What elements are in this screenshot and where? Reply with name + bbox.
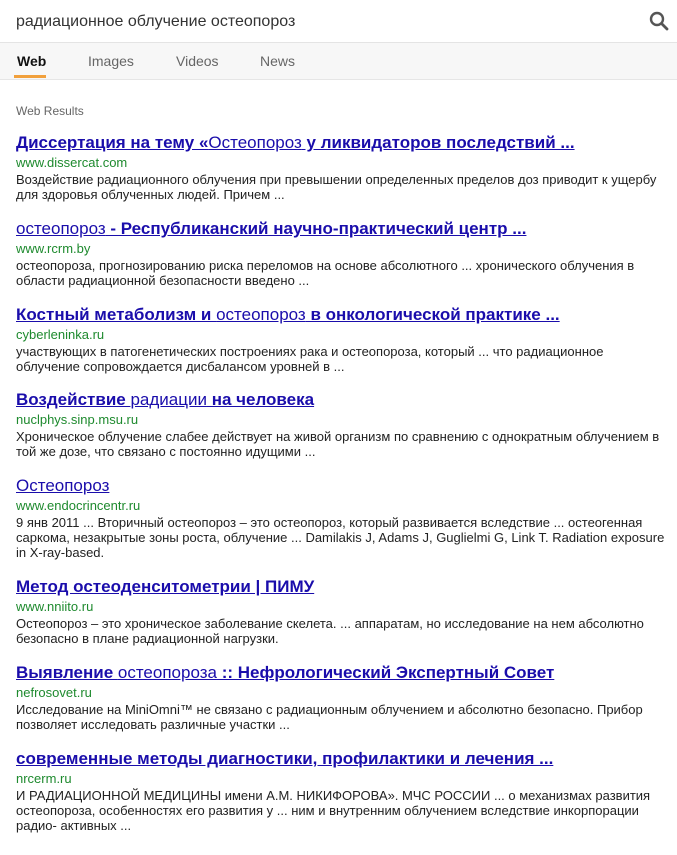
result-url: www.rcrm.by <box>16 241 91 256</box>
tab-images[interactable]: Images <box>88 53 134 69</box>
result-snippet: Исследование на MiniOmni™ не связано с радиационным облучением и абсолютно безопасно. Прибор позволяет исследовать различные участки ... <box>16 702 643 732</box>
search-result <box>16 577 666 646</box>
tab-videos[interactable]: Videos <box>176 53 219 69</box>
search-result <box>16 133 666 202</box>
result-title-link[interactable]: современные методы диагностики, профилактики и лечения ... <box>16 749 554 768</box>
search-result <box>16 305 666 374</box>
search-icon[interactable] <box>649 11 669 31</box>
result-snippet: Хроническое облучение слабее действует на живой организм по сравнению с однократным облучением в той же дозе, что связано с постоянно идущими ... <box>16 429 660 459</box>
search-result <box>16 749 666 833</box>
result-snippet: Остеопороз – это хроническое заболевание скелета. ... аппаратам, но исследование на нем абсолютно безопасно в плане радиационной нагрузки. <box>16 616 644 646</box>
tab-web[interactable]: Web <box>17 53 47 69</box>
result-title-link[interactable]: Остеопороз <box>16 476 110 495</box>
result-title-link[interactable]: Костный метаболизм и остеопороз в онкологической практике ... <box>16 305 560 324</box>
result-snippet: остеопороза, прогнозированию риска переломов на основе абсолютного ... хронического облучения в области радиационной безопасности введено ... <box>16 258 635 288</box>
result-url: nuclphys.sinp.msu.ru <box>16 412 139 427</box>
result-title-link[interactable]: Метод остеоденситометрии | ПИМУ <box>16 577 315 596</box>
result-url: www.endocrincentr.ru <box>16 498 141 513</box>
result-url: nefrosovet.ru <box>16 685 92 700</box>
result-snippet: И РАДИАЦИОННОЙ МЕДИЦИНЫ имени А.М. НИКИФОРОВА». МЧС РОССИИ ... о механизмах развития остеопороза, особенностях его развития у ... ним и внутренним облучением вследствие инкорпорации радио- активных ... <box>16 788 651 833</box>
result-title-link[interactable]: Диссертация на тему «Остеопороз у ликвидаторов последствий ... <box>16 133 575 152</box>
result-url: cyberleninka.ru <box>16 327 105 342</box>
results-label: Web Results <box>16 104 84 118</box>
tab-news[interactable]: News <box>260 53 296 69</box>
search-bar <box>0 0 677 43</box>
search-tabs <box>0 43 677 80</box>
result-url: nrcerm.ru <box>16 771 72 786</box>
result-snippet: участвующих в патогенетических построениях рака и остеопороза, который ... что радиационное облучение сопровождается дисбалансом уровней в ... <box>16 344 604 374</box>
result-title-link[interactable]: остеопороз - Республиканский научно-практический центр ... <box>16 219 527 238</box>
active-tab-indicator <box>14 75 46 78</box>
result-title-link[interactable]: Воздействие радиации на человека <box>16 390 315 409</box>
result-title-link[interactable]: Выявление остеопороза :: Нефрологический Экспертный Совет <box>16 663 555 682</box>
search-result <box>16 663 666 732</box>
search-result <box>16 476 666 560</box>
result-url: www.dissercat.com <box>16 155 128 170</box>
search-result <box>16 390 666 459</box>
search-result <box>16 219 666 288</box>
result-snippet: 9 янв 2011 ... Вторичный остеопороз – это остеопороз, который развивается вследствие ... остеогенная саркома, незакрытые зоны роста, облучение ... Damilakis J, Adams J, Guglielmi G, Link T. Radiation exposure in X-ray-based. <box>16 515 665 560</box>
result-url: www.nniito.ru <box>16 599 94 614</box>
result-snippet: Воздействие радиационного облучения при превышении определенных пределов доз приводит к ущербу для здоровья облученных людей. Причем ... <box>16 172 657 202</box>
search-input[interactable]: радиационное облучение остеопороз <box>16 13 296 30</box>
